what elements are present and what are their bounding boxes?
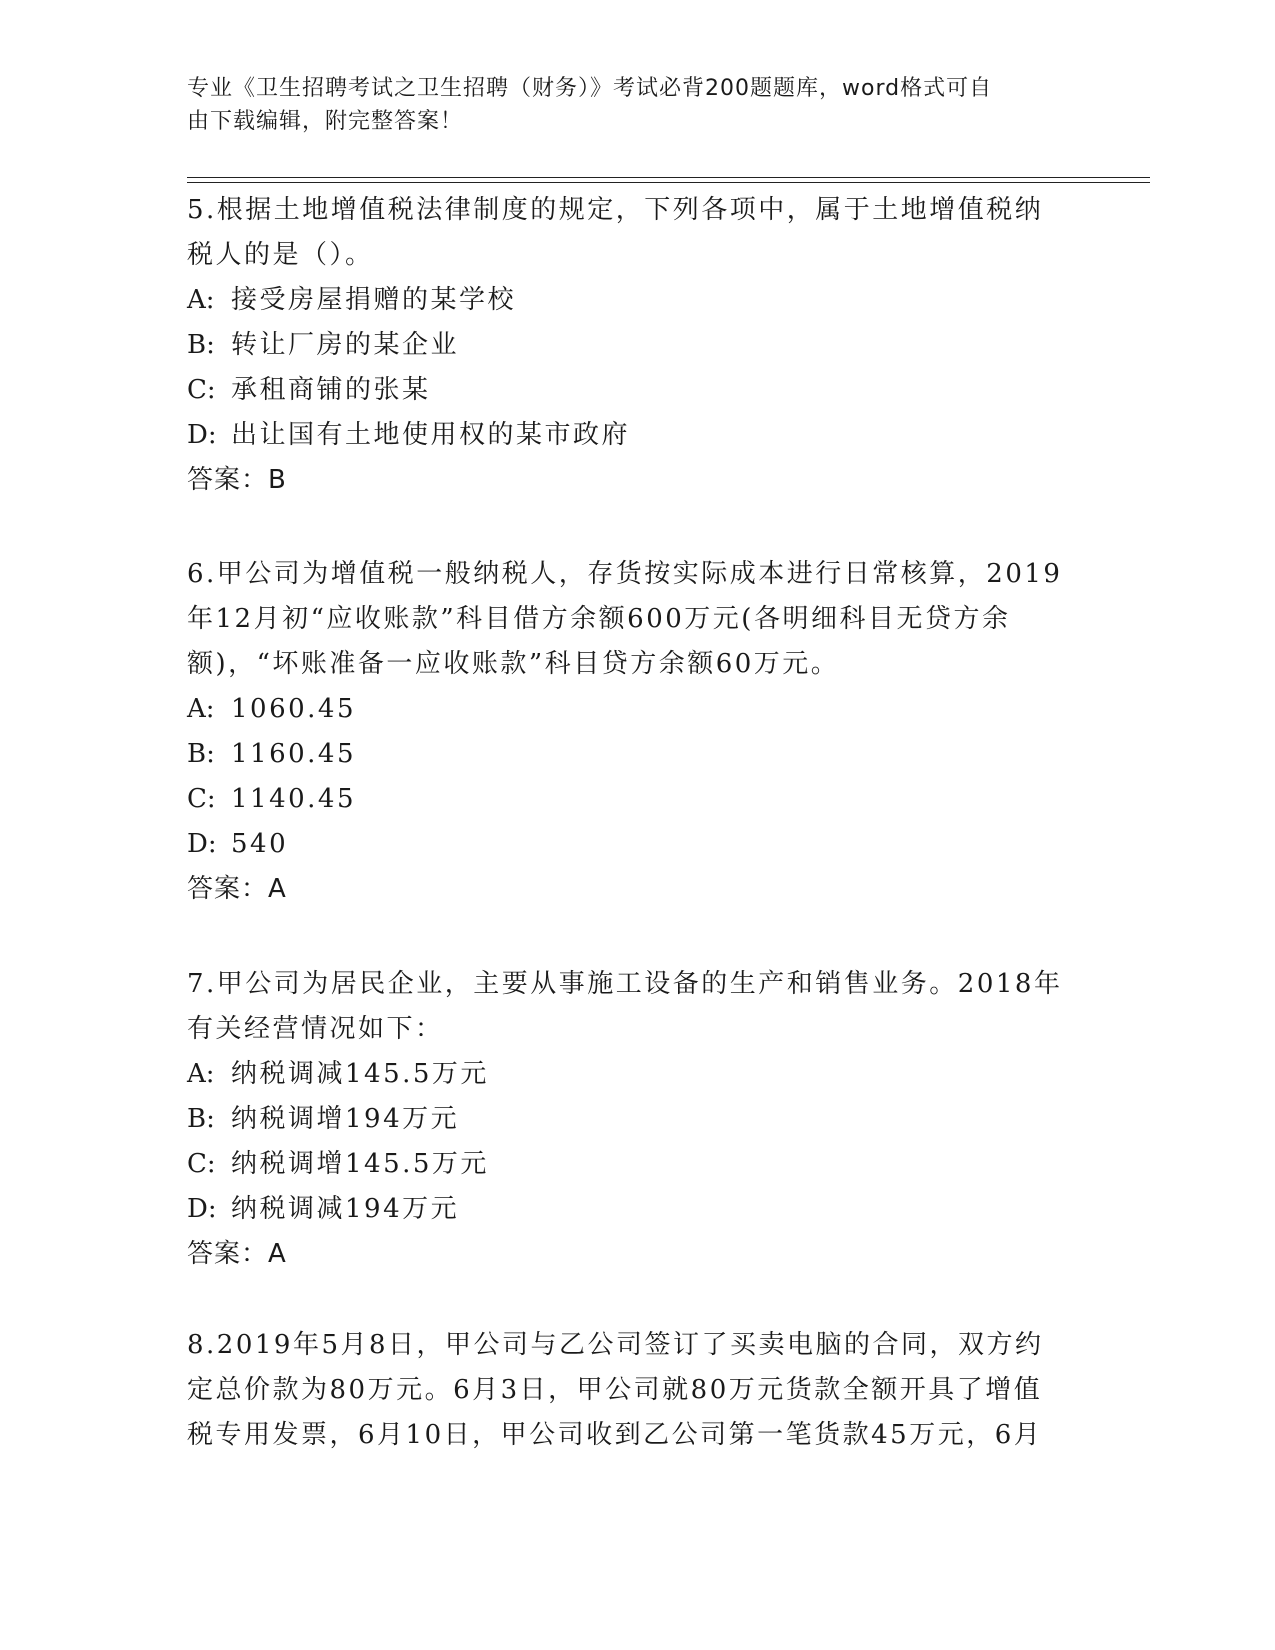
option-letter: C: [187, 784, 216, 814]
header-divider-top [187, 177, 1150, 178]
option-text: 1060.45 [231, 694, 357, 724]
question-stem-line: 税专用发票，6月10日，甲公司收到乙公司第一笔货款45万元，6月 [187, 1420, 1043, 1450]
option-b [187, 1097, 1077, 1142]
option-text: 纳税调增194万元 [231, 1104, 460, 1134]
question-7 [187, 962, 1077, 1277]
question-8 [187, 1323, 1077, 1458]
option-text: 转让厂房的某企业 [231, 330, 460, 360]
option-d [187, 1187, 1077, 1232]
header-divider-bottom [187, 182, 1150, 183]
option-text: 1160.45 [231, 739, 357, 769]
option-letter: C: [187, 375, 216, 405]
option-letter: B: [187, 739, 215, 769]
question-stem-line: 额)，“坏账准备一应收账款”科目贷方余额60万元。 [187, 649, 840, 679]
header-line-1: 专业《卫生招聘考试之卫生招聘（财务）》考试必背200题题库，word格式可自 [187, 76, 993, 101]
option-letter: A: [187, 1059, 215, 1089]
option-text: 540 [231, 829, 289, 859]
option-b [187, 732, 1077, 777]
option-letter: D: [187, 420, 217, 450]
option-text: 纳税调增145.5万元 [231, 1149, 489, 1179]
answer-line: 答案：A [187, 874, 287, 904]
question-stem-line: 7.甲公司为居民企业，主要从事施工设备的生产和销售业务。2018年 [187, 969, 1063, 999]
question-stem-line: 定总价款为80万元。6月3日，甲公司就80万元货款全额开具了增值 [187, 1375, 1043, 1405]
option-b [187, 323, 1077, 368]
question-stem-line: 年12月初“应收账款”科目借方余额600万元(各明细科目无贷方余 [187, 604, 1011, 634]
option-letter: B: [187, 1104, 215, 1134]
option-a [187, 687, 1077, 732]
option-text: 纳税调减194万元 [231, 1194, 460, 1224]
question-6 [187, 552, 1077, 912]
header-line-2: 由下载编辑，附完整答案！ [187, 109, 464, 134]
question-stem-line: 8.2019年5月8日，甲公司与乙公司签订了买卖电脑的合同，双方约 [187, 1330, 1044, 1360]
option-text: 出让国有土地使用权的某市政府 [231, 420, 631, 450]
option-c [187, 1142, 1077, 1187]
option-c [187, 777, 1077, 822]
option-letter: A: [187, 285, 215, 315]
document-header [187, 72, 1067, 138]
option-text: 纳税调减145.5万元 [231, 1059, 489, 1089]
option-text: 接受房屋捐赠的某学校 [231, 285, 517, 315]
option-letter: D: [187, 829, 217, 859]
question-stem-line: 税人的是（）。 [187, 240, 374, 270]
answer-line: 答案：B [187, 465, 287, 495]
option-d [187, 822, 1077, 867]
answer-line: 答案：A [187, 1239, 287, 1269]
option-letter: B: [187, 330, 215, 360]
option-d [187, 413, 1077, 458]
option-letter: C: [187, 1149, 216, 1179]
question-stem-line: 6.甲公司为增值税一般纳税人，存货按实际成本进行日常核算，2019 [187, 559, 1063, 589]
option-letter: D: [187, 1194, 217, 1224]
question-5 [187, 188, 1077, 503]
option-c [187, 368, 1077, 413]
option-text: 承租商铺的张某 [231, 375, 431, 405]
question-stem-line: 有关经营情况如下： [187, 1014, 444, 1044]
question-stem-line: 5.根据土地增值税法律制度的规定，下列各项中，属于土地增值税纳 [187, 195, 1044, 225]
option-a [187, 278, 1077, 323]
option-a [187, 1052, 1077, 1097]
option-letter: A: [187, 694, 215, 724]
option-text: 1140.45 [231, 784, 357, 814]
